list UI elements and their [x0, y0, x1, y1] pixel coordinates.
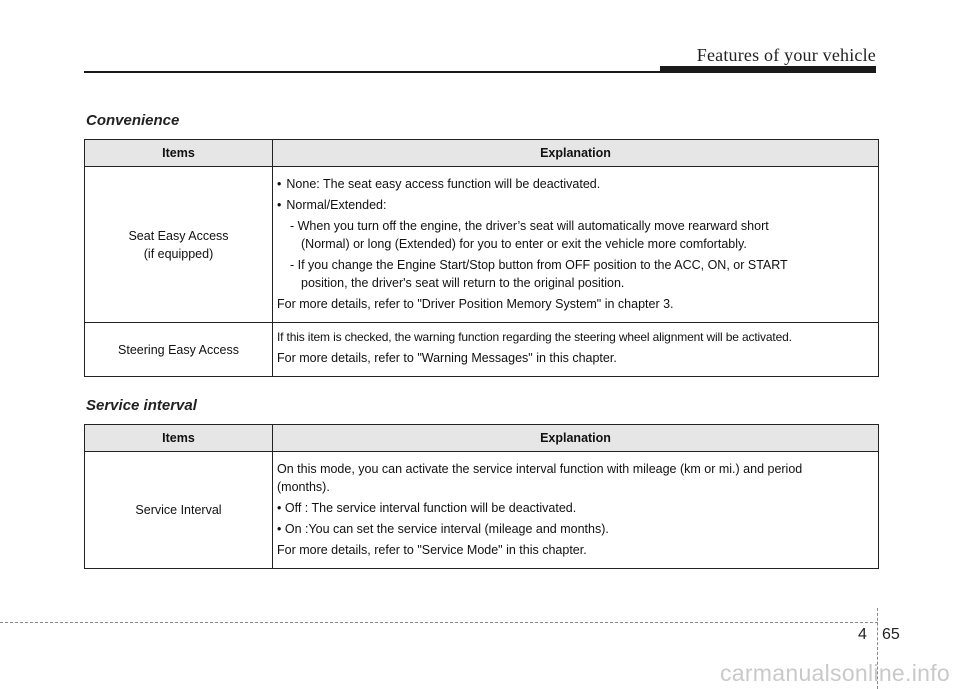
option-on: • On :You can set the service interval (mileage and months). — [277, 522, 609, 536]
sub-item: - If you change the Engine Start/Stop button from OFF position to the ACC, ON, or START — [290, 258, 788, 272]
header-rule-accent — [660, 66, 876, 73]
explanation-text-continuation: (months). — [277, 480, 330, 494]
convenience-table — [84, 139, 879, 377]
explanation-text: If this item is checked, the warning function regarding the steering wheel alignment will be activated. — [277, 330, 792, 344]
chapter-number: 4 — [858, 626, 867, 643]
reference-note: For more details, refer to "Service Mode" in this chapter. — [277, 543, 587, 557]
explanation-cell — [273, 452, 879, 569]
item-name: Service Interval — [135, 503, 222, 517]
reference-note: For more details, refer to "Driver Position Memory System" in chapter 3. — [277, 297, 674, 311]
table-row — [85, 167, 879, 323]
explanation-text: On this mode, you can activate the service interval function with mileage (km or mi.) and period — [277, 462, 803, 476]
bullet-item: • None: The seat easy access function will be deactivated. — [277, 175, 870, 193]
table-header-row — [85, 140, 879, 167]
table-header-row — [85, 425, 879, 452]
item-name: Steering Easy Access — [118, 342, 239, 357]
page-header-title: Features of your vehicle — [696, 45, 876, 65]
item-qualifier: (if equipped) — [143, 246, 214, 261]
item-cell — [85, 323, 273, 377]
sub-item: - When you turn off the engine, the driver’s seat will automatically move rearward short — [290, 219, 769, 233]
sub-item-continuation: position, the driver's seat will return to the original position. — [301, 276, 625, 290]
item-cell — [85, 167, 273, 323]
explanation-cell — [273, 167, 879, 323]
item-name: Seat Easy Access — [128, 228, 229, 243]
sub-item-continuation: (Normal) or long (Extended) for you to enter or exit the vehicle more comfortably. — [301, 237, 747, 251]
reference-note: For more details, refer to "Warning Messages" in this chapter. — [277, 351, 617, 365]
bullet-item: • Normal/Extended: — [277, 196, 870, 214]
section-heading-convenience: Convenience — [86, 112, 180, 129]
watermark: carmanualsonline.info — [719, 660, 950, 686]
option-off: • Off : The service interval function will be deactivated. — [277, 501, 577, 515]
footer-divider — [0, 622, 878, 623]
column-header-explanation: Explanation — [273, 425, 879, 452]
page-number: 65 — [882, 626, 900, 643]
service-interval-table — [84, 424, 879, 569]
header-rule — [84, 71, 660, 73]
column-header-explanation: Explanation — [273, 140, 879, 167]
column-header-items: Items — [85, 140, 273, 167]
section-heading-service-interval: Service interval — [86, 397, 197, 414]
explanation-cell — [273, 323, 879, 377]
table-row — [85, 323, 879, 377]
column-header-items: Items — [85, 425, 273, 452]
table-row — [85, 452, 879, 569]
item-cell — [85, 452, 273, 569]
